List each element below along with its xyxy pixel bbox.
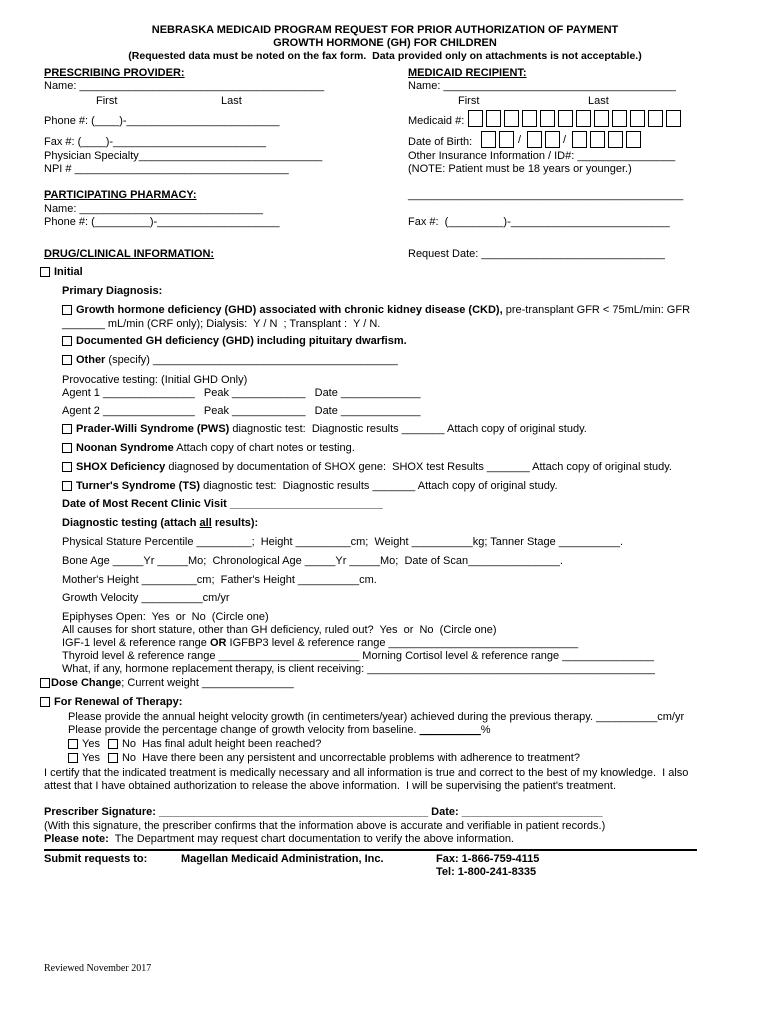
igf-label: IGF-1 level & reference range xyxy=(62,637,210,649)
turner-option[interactable] xyxy=(62,480,558,493)
stature-row[interactable]: Physical Stature Percentile _________; Height _________cm; Weight __________kg; Tanner Stage __________. xyxy=(62,536,624,548)
medicaid-digit-box[interactable] xyxy=(576,110,591,127)
initial-label: Initial xyxy=(54,266,83,278)
provider-heading: PRESCRIBING PROVIDER: xyxy=(44,67,185,79)
dose-change-checkbox[interactable] xyxy=(40,678,50,688)
ckd-detail: pre-transplant GFR < 75mL/min: GFR xyxy=(502,304,691,316)
initial-option[interactable] xyxy=(40,266,83,279)
please-note-text: The Department may request chart documentation to verify the above information. xyxy=(108,833,514,845)
pharmacy-heading: PARTICIPATING PHARMACY: xyxy=(44,189,197,201)
pharmacy-phone-field[interactable]: Phone #: (_________)-____________________ xyxy=(44,216,280,228)
ckd-option[interactable] xyxy=(62,304,690,317)
adherence-row[interactable] xyxy=(68,752,580,765)
age-note: (NOTE: Patient must be 18 years or younger.) xyxy=(408,163,632,175)
pws-label: Prader-Willi Syndrome (PWS) xyxy=(76,423,230,435)
pharmacy-fax-field[interactable]: Fax #: (_________)-__________________________ xyxy=(408,216,670,228)
form-note: (Requested data must be noted on the fax form. Data provided only on attachments is not acceptable.) xyxy=(128,50,642,62)
submit-organization: Magellan Medicaid Administration, Inc. xyxy=(181,853,384,865)
certify-line-2: attest that I have obtained authorization to release the above information. I will be supervising the patient's treatment. xyxy=(44,780,616,792)
dob-digit-box[interactable] xyxy=(499,131,514,148)
ghd-label: Documented GH deficiency (GHD) including pituitary dwarfism. xyxy=(76,335,407,347)
other-insurance-field[interactable]: Other Insurance Information / ID#: ________________ xyxy=(408,150,676,162)
dob-digit-box[interactable] xyxy=(481,131,496,148)
certify-line-1: I certify that the indicated treatment is medically necessary and all information is true and correct to the best of my knowledge. I also xyxy=(44,767,689,779)
igfbp3-label: IGFBP3 level & reference range _______________________________ xyxy=(226,637,579,649)
parents-height-row[interactable]: Mother's Height _________cm; Father's Height __________cm. xyxy=(62,574,377,586)
diagnostic-testing-label xyxy=(62,517,258,530)
medicaid-digit-box[interactable] xyxy=(486,110,501,127)
shox-label: SHOX Deficiency xyxy=(76,461,166,473)
provider-name-field[interactable]: Name: ________________________________________ xyxy=(44,80,325,92)
dob-digit-box[interactable] xyxy=(527,131,542,148)
turner-detail: diagnostic test: Diagnostic results _______ Attach copy of original study. xyxy=(200,480,558,492)
adherence-question: No Have there been any persistent and uncorrectable problems with adherence to treatment? xyxy=(121,752,580,764)
request-date-field[interactable]: Request Date: ______________________________ xyxy=(408,248,665,260)
dob-digit-box[interactable] xyxy=(590,131,605,148)
percent-change-blank[interactable]: __________ xyxy=(419,724,481,736)
shox-option[interactable] xyxy=(62,461,672,474)
other-label: Other xyxy=(76,354,106,366)
short-stature-row[interactable]: All causes for short stature, other than GH deficiency, ruled out? Yes or No (Circle one) xyxy=(62,624,497,636)
yes-label: Yes xyxy=(82,752,100,764)
dose-change-label: Dose Change xyxy=(51,677,122,689)
annual-velocity-row[interactable]: Please provide the annual height velocity growth (in centimeters/year) achieved during the previous therapy. __________cm/yr xyxy=(68,711,685,723)
form-subtitle: GROWTH HORMONE (GH) FOR CHILDREN xyxy=(273,37,497,49)
recipient-last-label: Last xyxy=(588,95,609,107)
medicaid-digit-box[interactable] xyxy=(468,110,483,127)
medicaid-digit-box[interactable] xyxy=(612,110,627,127)
current-weight-field[interactable]: ; Current weight _______________ xyxy=(121,677,294,689)
other-specify-field[interactable]: (specify) ________________________________________ xyxy=(105,354,398,366)
growth-velocity-row[interactable]: Growth Velocity __________cm/yr xyxy=(62,592,230,604)
ckd-checkbox[interactable] xyxy=(62,305,72,315)
medicaid-digit-box[interactable] xyxy=(630,110,645,127)
pws-checkbox[interactable] xyxy=(62,424,72,434)
ckd-detail-line[interactable]: _______ mL/min (CRF only); Dialysis: Y / N ; Transplant : Y / N. xyxy=(62,318,381,330)
provider-first-label: First xyxy=(96,95,118,107)
renewal-checkbox[interactable] xyxy=(40,697,50,707)
divider xyxy=(44,849,697,851)
turner-checkbox[interactable] xyxy=(62,481,72,491)
yes-label: Yes xyxy=(82,738,100,750)
provocative-testing-label: Provocative testing: (Initial GHD Only) xyxy=(62,374,248,386)
bone-age-row[interactable]: Bone Age _____Yr _____Mo; Chronological Age _____Yr _____Mo; Date of Scan_______________. xyxy=(62,555,563,567)
other-checkbox[interactable] xyxy=(62,355,72,365)
form-title: NEBRASKA MEDICAID PROGRAM REQUEST FOR PRIOR AUTHORIZATION OF PAYMENT xyxy=(151,24,619,36)
adult-height-question: No Has final adult height been reached? xyxy=(121,738,322,750)
clinic-visit-field[interactable]: Date of Most Recent Clinic Visit _________________________ xyxy=(62,498,383,510)
recipient-first-label: First xyxy=(458,95,480,107)
diagnostic-testing-text: Diagnostic testing (attach xyxy=(62,517,200,529)
adherence-no-checkbox[interactable] xyxy=(108,753,118,763)
renewal-option[interactable] xyxy=(40,696,182,709)
adherence-yes-checkbox[interactable] xyxy=(68,753,78,763)
dose-change-option[interactable] xyxy=(40,677,294,690)
pws-option[interactable] xyxy=(62,423,587,436)
adult-height-no-checkbox[interactable] xyxy=(108,739,118,749)
provider-fax-field[interactable]: Fax #: (____)-_________________________ xyxy=(44,136,267,148)
primary-diagnosis-label: Primary Diagnosis: xyxy=(62,285,163,297)
initial-checkbox[interactable] xyxy=(40,267,50,277)
thyroid-row[interactable]: Thyroid level & reference range _______________________ Morning Cortisol level & reference range _______________ xyxy=(62,650,654,662)
medicaid-digit-box[interactable] xyxy=(594,110,609,127)
revision-date: Reviewed November 2017 xyxy=(44,963,152,974)
please-note xyxy=(44,833,514,846)
shox-detail: diagnosed by documentation of SHOX gene: SHOX test Results _______ Attach copy of original study. xyxy=(165,461,672,473)
submit-phone: Tel: 1-800-241-8335 xyxy=(436,866,537,878)
pws-detail: diagnostic test: Diagnostic results _______ Attach copy of original study. xyxy=(229,423,587,435)
noonan-checkbox[interactable] xyxy=(62,443,72,453)
shox-checkbox[interactable] xyxy=(62,462,72,472)
dob-separator: / xyxy=(518,134,522,146)
medicaid-digit-box[interactable] xyxy=(504,110,519,127)
ghd-option[interactable] xyxy=(62,335,407,348)
igf-or: OR xyxy=(209,637,227,649)
dob-digit-box[interactable] xyxy=(608,131,623,148)
adult-height-row[interactable] xyxy=(68,738,321,751)
diagnostic-testing-suffix: results): xyxy=(211,517,259,529)
dob-digit-box[interactable] xyxy=(572,131,587,148)
dob-digit-box[interactable] xyxy=(545,131,560,148)
adult-height-yes-checkbox[interactable] xyxy=(68,739,78,749)
epiphyses-row[interactable]: Epiphyses Open: Yes or No (Circle one) xyxy=(62,611,269,623)
renewal-label: For Renewal of Therapy: xyxy=(54,696,183,708)
submit-fax: Fax: 1-866-759-4115 xyxy=(436,853,540,865)
please-note-label: Please note: xyxy=(44,833,109,845)
provider-phone-field[interactable]: Phone #: (____)-_________________________ xyxy=(44,115,280,127)
other-option[interactable] xyxy=(62,354,398,367)
pharmacy-name-field[interactable]: Name: ______________________________ xyxy=(44,203,263,215)
medicaid-digit-box[interactable] xyxy=(522,110,537,127)
igf-row[interactable] xyxy=(62,637,578,650)
submit-label: Submit requests to: xyxy=(44,853,148,865)
noonan-option[interactable] xyxy=(62,442,355,455)
turner-label: Turner's Syndrome (TS) xyxy=(76,480,201,492)
prescriber-signature-field[interactable]: Prescriber Signature: ____________________________________________ Date: _______________________ xyxy=(44,806,603,818)
hormone-therapy-row[interactable]: What, if any, hormone replacement therapy, is client receiving: _______________________________________________ xyxy=(62,663,655,675)
provider-last-label: Last xyxy=(221,95,242,107)
medicaid-digit-box[interactable] xyxy=(540,110,555,127)
signature-note: (With this signature, the prescriber confirms that the information above is accurate and verifiable in patient records.) xyxy=(44,820,606,832)
diagnostic-testing-all: all xyxy=(199,517,212,529)
ghd-checkbox[interactable] xyxy=(62,336,72,346)
percent-change-label: Please provide the percentage change of growth velocity from baseline. xyxy=(68,724,420,736)
noonan-label: Noonan Syndrome xyxy=(76,442,174,454)
percent-sign: % xyxy=(480,724,491,736)
dob-digit-box[interactable] xyxy=(626,131,641,148)
medicaid-digit-box[interactable] xyxy=(648,110,663,127)
medicaid-number-label: Medicaid #: xyxy=(408,115,465,127)
recipient-name-field[interactable]: Name: ______________________________________ xyxy=(408,80,676,92)
medicaid-digit-box[interactable] xyxy=(558,110,573,127)
dob-label: Date of Birth: xyxy=(408,136,473,148)
medicaid-digit-box[interactable] xyxy=(666,110,681,127)
pharmacy-blank-line[interactable]: _____________________________________________ xyxy=(408,189,684,201)
dob-separator: / xyxy=(563,134,567,146)
ckd-label: Growth hormone deficiency (GHD) associated with chronic kidney disease (CKD), xyxy=(76,304,503,316)
percent-change-row[interactable] xyxy=(68,724,491,737)
provider-specialty-field[interactable]: Physician Specialty______________________________ xyxy=(44,150,323,162)
agent-2-row[interactable]: Agent 2 _______________ Peak ____________ Date _____________ xyxy=(62,405,421,417)
agent-1-row[interactable]: Agent 1 _______________ Peak ____________ Date _____________ xyxy=(62,387,421,399)
provider-npi-field[interactable]: NPI # ___________________________________ xyxy=(44,163,289,175)
recipient-heading: MEDICAID RECIPIENT: xyxy=(408,67,527,79)
clinical-heading: DRUG/CLINICAL INFORMATION: xyxy=(44,248,215,260)
noonan-detail: Attach copy of chart notes or testing. xyxy=(173,442,355,454)
